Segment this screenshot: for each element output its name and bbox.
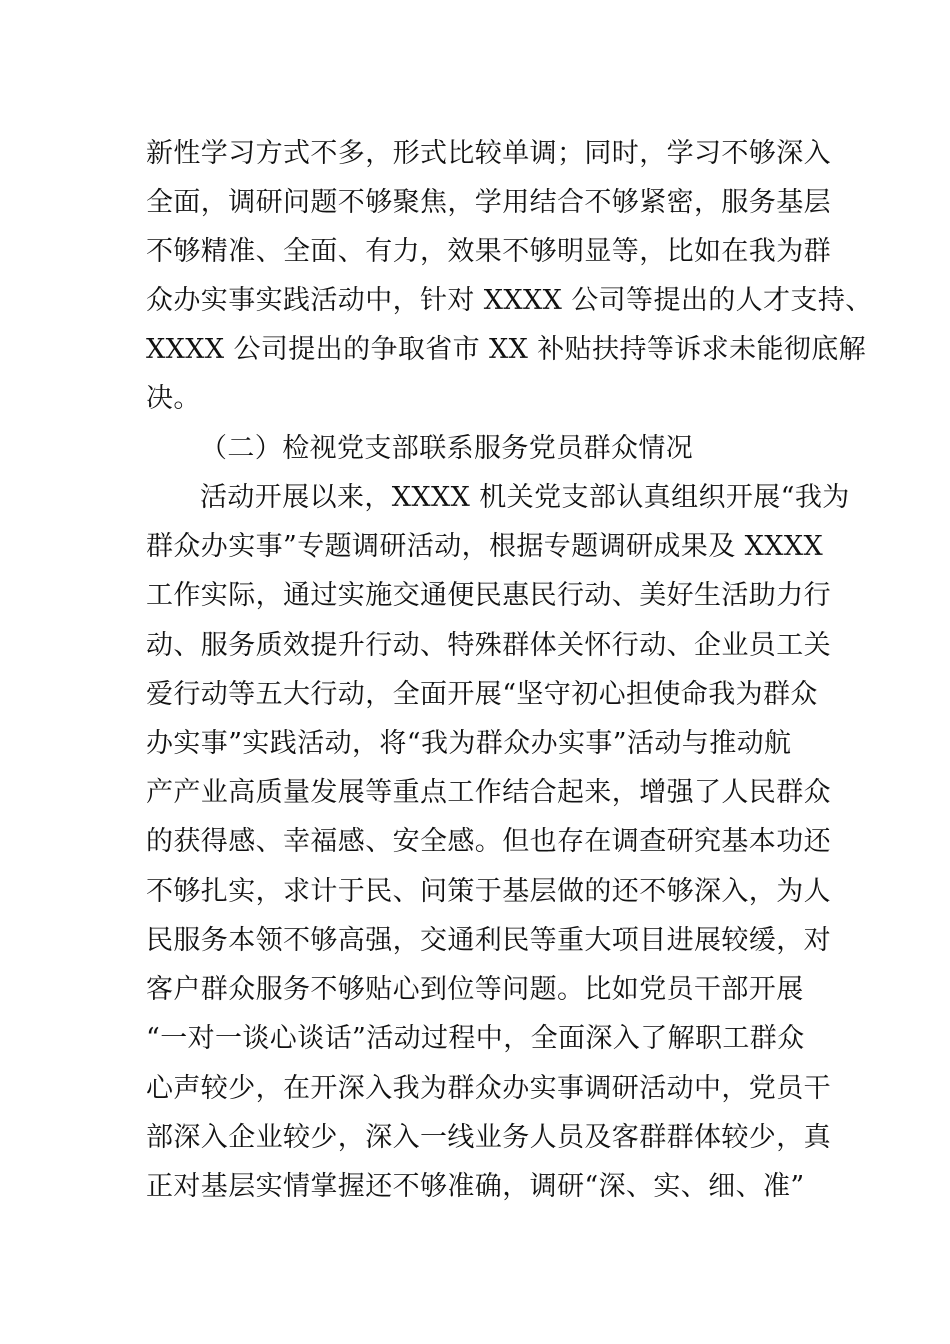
body-text-line: 不够精准、全面、有力，效果不够明显等，比如在我为群 [146,236,831,267]
body-text-line: 决。 [146,383,201,414]
body-text-line: 民服务本领不够高强，交通利民等重大项目进展较缓，对 [146,925,831,956]
body-text-line: 的获得感、幸福感、安全感。但也存在调查研究基本功还 [146,826,831,857]
body-text-line: XXXX 公司提出的争取省市 XX 补贴扶持等诉求未能彻底解 [146,334,867,365]
body-text-line: 产产业高质量发展等重点工作结合起来，增强了人民群众 [146,777,831,808]
body-text-line: 办实事”实践活动，将“我为群众办实事”活动与推动航 [146,728,792,759]
body-text-line: “一对一谈心谈话”活动过程中，全面深入了解职工群众 [146,1023,805,1054]
body-text-line: 全面，调研问题不够聚焦，学用结合不够紧密，服务基层 [146,187,831,218]
section-heading: （二）检视党支部联系服务党员群众情况 [200,433,694,464]
body-text-line: 众办实事实践活动中，针对 XXXX 公司等提出的人才支持、 [146,285,873,316]
body-text-line: 新性学习方式不多，形式比较单调；同时，学习不够深入 [146,138,831,169]
body-text-line: 客户群众服务不够贴心到位等问题。比如党员干部开展 [146,974,804,1005]
body-text-line: 心声较少，在开深入我为群众办实事调研活动中，党员干 [146,1073,831,1104]
body-text-line: 群众办实事”专题调研活动，根据专题调研成果及 XXXX [146,531,824,562]
body-text-line: 动、服务质效提升行动、特殊群体关怀行动、企业员工关 [146,630,831,661]
body-text-line: 工作实际，通过实施交通便民惠民行动、美好生活助力行 [146,580,831,611]
body-text-line: 爱行动等五大行动，全面开展“坚守初心担使命我为群众 [146,679,818,710]
body-text-line: 不够扎实，求计于民、问策于基层做的还不够深入，为人 [146,876,831,907]
body-text-line: 部深入企业较少，深入一线业务人员及客群群体较少，真 [146,1122,831,1153]
body-text-line: 活动开展以来，XXXX 机关党支部认真组织开展“我为 [200,482,850,513]
body-text-line: 正对基层实情掌握还不够准确，调研“深、实、细、准” [146,1171,805,1202]
